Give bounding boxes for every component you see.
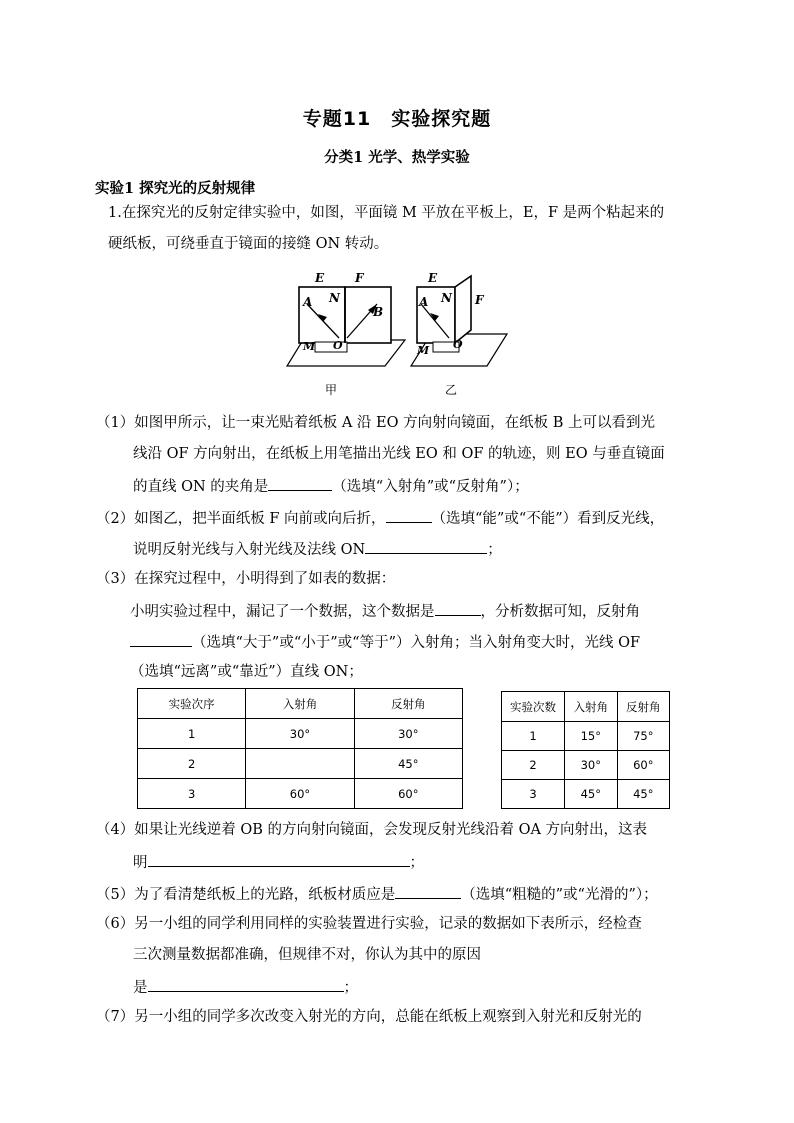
label-m-yi: M [417,344,430,357]
q5-line-1 [96,883,658,905]
label-e-jia: E [315,271,325,285]
label-b-jia: B [373,305,384,319]
q3-text-a: 小明实验过程中，漏记了一个数据，这个数据是 [130,604,435,620]
q4-text-a: 明 [133,855,148,871]
q4-line-1: （4）如果让光线逆着 OB 的方向射向镜面，会发现反射光线沿着 OA 方向射出，这表 [96,822,648,838]
table-cell: 60° [617,751,669,780]
table-cell: 1 [138,719,246,749]
caption-jia: 甲 [325,383,338,397]
table-cell: 3 [138,779,246,809]
q4-answer-blank[interactable] [148,851,410,867]
table-cell: 60° [354,779,462,809]
q3-line-1: （3）在探究过程中，小明得到了如表的数据： [96,571,396,587]
label-n-jia: N [329,291,340,305]
q3-line-2 [130,600,640,622]
q1-line-2: 线沿 OF 方向射出，在纸板上用笔描出光线 EO 和 OF 的轨迹，则 EO 与垂直镜面 [133,446,665,462]
q1-text-b: （选填“入射角”或“反射角”）； [332,479,529,495]
data-table-2 [501,691,670,809]
intro-line-2: 硬纸板，可绕垂直于镜面的接缝 ON 转动。 [108,236,389,252]
section-heading: 实验1 探究光的反射规律 [95,180,256,197]
q4-line-2 [133,851,424,873]
q3-line-4: （选填“远离”或“靠近”）直线 ON； [130,664,363,680]
table-1-header-cell: 入射角 [246,689,354,719]
table-cell: 3 [502,780,565,809]
table-cell: 45° [565,780,617,809]
q2-text-b: （选填“能”或“不能”）看到反光线， [431,511,665,527]
label-f-yi: F [475,293,484,307]
table-cell: 1 [502,722,565,751]
table-row [502,780,670,809]
table-1-header-row [138,689,463,719]
table-cell: 2 [502,751,565,780]
q1-text-a: 的直线 ON 的夹角是 [133,479,269,495]
q5-answer-blank[interactable] [395,883,461,899]
q3-line-3 [130,631,640,653]
figure-yi [411,271,507,397]
q2-text-a: （2）如图乙，把半面纸板 F 向前或向后折， [96,511,386,527]
table-1-header-cell: 实验次序 [138,689,246,719]
table-1-header-cell: 反射角 [354,689,462,719]
q5-text-b: （选填“粗糙的”或“光滑的”）； [461,887,658,903]
caption-yi: 乙 [445,383,458,397]
table-row [138,779,463,809]
q2-text-c: 说明反射光线与入射光线及法线 ON [133,542,366,558]
q7-line-1: （7）另一小组的同学多次改变入射光的方向，总能在纸板上观察到入射光和反射光的 [96,1009,642,1025]
q6-text-a: 是 [133,980,148,996]
page-title: 专题11 实验探究题 [302,108,492,130]
table-cell: 45° [354,749,462,779]
label-o-jia: O [333,339,343,352]
intro-line-1: 1.在探究光的反射定律实验中，如图，平面镜 M 平放在平板上，E，F 是两个粘起来的 [108,205,665,221]
label-m-jia: M [303,340,316,353]
q6-answer-blank[interactable] [148,976,344,992]
table-2-header-row [502,692,670,722]
table-cell: 75° [617,722,669,751]
table-row [502,751,670,780]
label-a-jia: A [303,295,313,309]
table-cell: 15° [565,722,617,751]
table-cell: 30° [354,719,462,749]
q2-line-2 [133,538,502,560]
q6-line-3 [133,976,358,998]
q3-answer-blank-2[interactable] [130,631,192,647]
table-cell-missing[interactable] [246,749,354,779]
table-row [502,722,670,751]
q2-answer-blank-2[interactable] [365,538,487,554]
table-cell: 45° [617,780,669,809]
page-subtitle: 分类1 光学、热学实验 [324,149,470,166]
table-cell: 2 [138,749,246,779]
table-cell: 30° [246,719,354,749]
q1-answer-blank[interactable] [268,475,332,491]
q2-line-1 [96,507,664,529]
table-2-header-cell: 实验次数 [502,692,565,722]
label-e-yi: E [428,271,438,285]
q3-text-c: （选填“大于”或“小于”或“等于”）入射角；当入射角变大时，光线 OF [192,635,641,651]
label-f-jia: F [355,271,364,285]
q6-text-b: ； [343,980,358,996]
table-2-header-cell: 反射角 [617,692,669,722]
table-cell: 60° [246,779,354,809]
q2-answer-blank-1[interactable] [386,507,432,523]
data-table-1 [137,688,463,809]
q6-line-1: （6）另一小组的同学利用同样的实验装置进行实验，记录的数据如下表所示，经检查 [96,916,642,932]
q4-text-b: ； [409,855,424,871]
table-cell: 30° [565,751,617,780]
q6-line-2: 三次测量数据都准确，但规律不对，你认为其中的原因 [133,947,481,963]
experiment-figure [285,262,515,402]
label-a-yi: A [419,295,429,309]
figure-jia [287,271,405,397]
q5-text-a: （5）为了看清楚纸板上的光路，纸板材质应是 [96,887,396,903]
q3-answer-blank-1[interactable] [435,600,481,616]
q1-line-1: （1）如图甲所示，让一束光贴着纸板 A 沿 EO 方向射向镜面，在纸板 B 上可以看到光 [96,415,655,431]
board-f-yi [455,276,471,343]
table-row [138,719,463,749]
q1-line-3 [133,475,529,497]
q2-text-d: ； [487,542,502,558]
q3-text-b: ，分析数据可知，反射角 [480,604,640,620]
table-2-header-cell: 入射角 [565,692,617,722]
label-n-yi: N [441,291,452,305]
table-row [138,749,463,779]
label-o-yi: O [453,338,463,351]
